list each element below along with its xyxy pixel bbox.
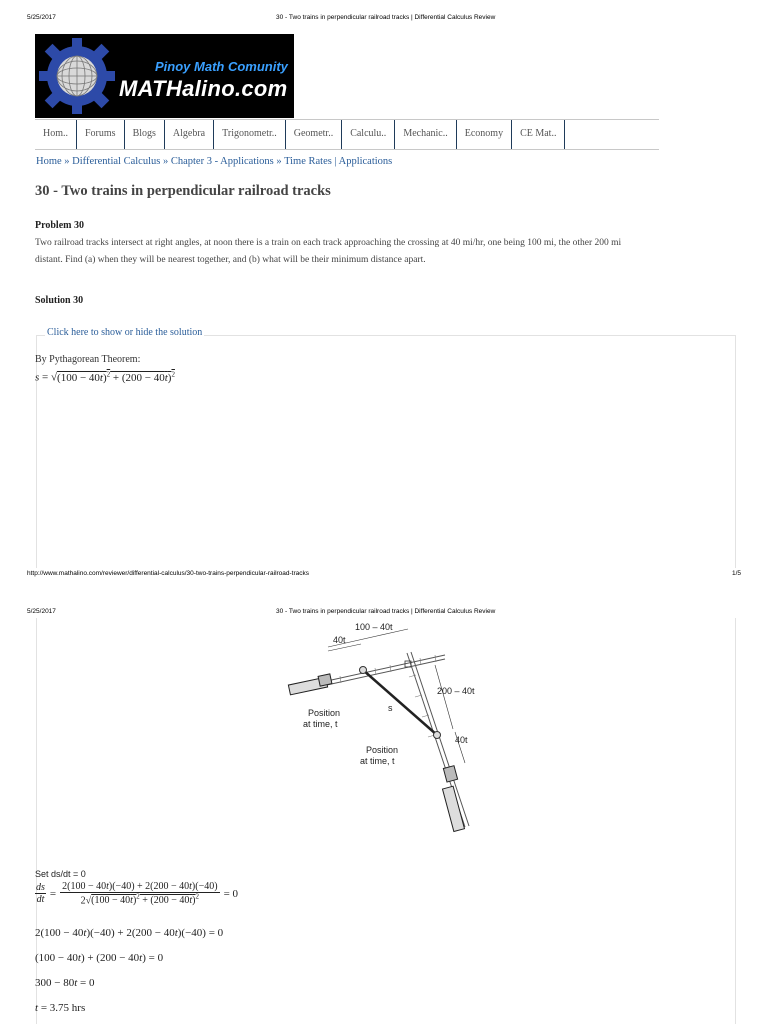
nav-algebra[interactable]: Algebra [165,120,214,149]
label-40t-top: 40t [333,635,346,645]
print-url: http://www.mathalino.com/reviewer/differential-calculus/30-two-trains-perpendicular-railroad-tracks [27,570,310,577]
breadcrumb-separator: » [64,156,70,167]
breadcrumb-time-rates[interactable]: Time Rates | Applications [284,156,393,167]
label-position-1-line-2: at time, t [303,719,338,729]
nav-geometry[interactable]: Geometr.. [286,120,342,149]
set-derivative-label: Set ds/dt = 0 [35,869,86,879]
logo-brand: MATHalino.com [119,76,288,101]
equation-step-3: 300 − 80t = 0 [35,977,95,989]
equation-step-2: (100 − 40t) + (200 − 40t) = 0 [35,952,164,964]
nav-home[interactable]: Hom.. [35,120,77,149]
breadcrumb-separator: » [276,156,282,167]
breadcrumb-separator: » [162,156,169,167]
problem-heading: Problem 30 [35,220,84,231]
print-date-page-2: 5/25/2017 [27,608,56,615]
nav-mechanics[interactable]: Mechanic.. [395,120,456,149]
train-position-1 [360,667,367,674]
main-nav [35,119,659,150]
time-units: hrs [71,1002,86,1014]
breadcrumb [36,156,392,167]
pythagorean-equation: $s = √(100 - 40t)^2 + (200 - 40t)^2$ [35,370,175,384]
nav-calculus[interactable]: Calculu.. [342,120,395,149]
nav-blogs[interactable]: Blogs [125,120,165,149]
solution-heading: Solution 30 [35,295,84,306]
toggle-solution-link[interactable]: Click here to show or hide the solution [47,327,203,338]
print-title: 30 - Two trains in perpendicular railroad tracks | Differential Calculus Review [276,14,496,21]
train-1 [288,674,332,695]
print-page-number: 1/5 [732,570,742,577]
print-date: 5/25/2017 [27,14,56,21]
equation-step-1: 2(100 − 40t)(−40) + 2(200 − 40t)(−40) = 0 [35,927,224,939]
breadcrumb-chapter-3[interactable]: Chapter 3 - Applications [170,156,274,167]
equation-step-4: t = 3.75 hrs [35,1002,86,1014]
railroad-diagram [285,617,485,837]
problem-text-line-2: distant. Find (a) when they will be nearest together, and (b) what will be their minimum distance apart. [35,255,426,265]
gear-globe-icon [37,36,117,116]
train-position-2 [434,732,441,739]
label-100-40t: 100 – 40t [355,622,393,632]
nav-trigonometry[interactable]: Trigonometr.. [214,120,286,149]
label-position-1-line-1: Position [308,708,341,718]
label-position-2-line-2: at time, t [360,756,395,766]
derivative-equation: $\frac{ds}{dt}$ = $\frac{2(100 - 40t)(-40) + 2(200 - 40t)(-40)}{2√(100 - 40t)^2 + (200 - 40t)^2}$ = 0 [36,881,239,907]
nav-ce-math[interactable]: CE Mat.. [512,120,565,149]
distance-line-s [363,670,437,735]
breadcrumb-home[interactable]: Home [36,156,62,167]
page-title: 30 - Two trains in perpendicular railroad tracks [35,183,331,199]
breadcrumb-differential-calculus[interactable]: Differential Calculus [72,156,161,167]
problem-text-line-1: Two railroad tracks intersect at right angles, at noon there is a train on each track approaching the crossing at 40 mi/hr, one being 100 mi, the other 200 mi [35,238,622,248]
nav-forums[interactable]: Forums [77,120,125,149]
nav-economy[interactable]: Economy [457,120,512,149]
print-title-page-2: 30 - Two trains in perpendicular railroad tracks | Differential Calculus Review [276,608,496,615]
pythagorean-label: By Pythagorean Theorem: [35,354,141,365]
label-position-2-line-1: Position [366,745,399,755]
label-s: s [388,703,393,713]
label-40t-right: 40t [455,735,468,745]
train-2 [442,766,464,832]
logo-tagline: Pinoy Math Comunity [155,59,288,74]
label-200-40t: 200 – 40t [437,686,475,696]
site-logo[interactable] [35,34,294,118]
